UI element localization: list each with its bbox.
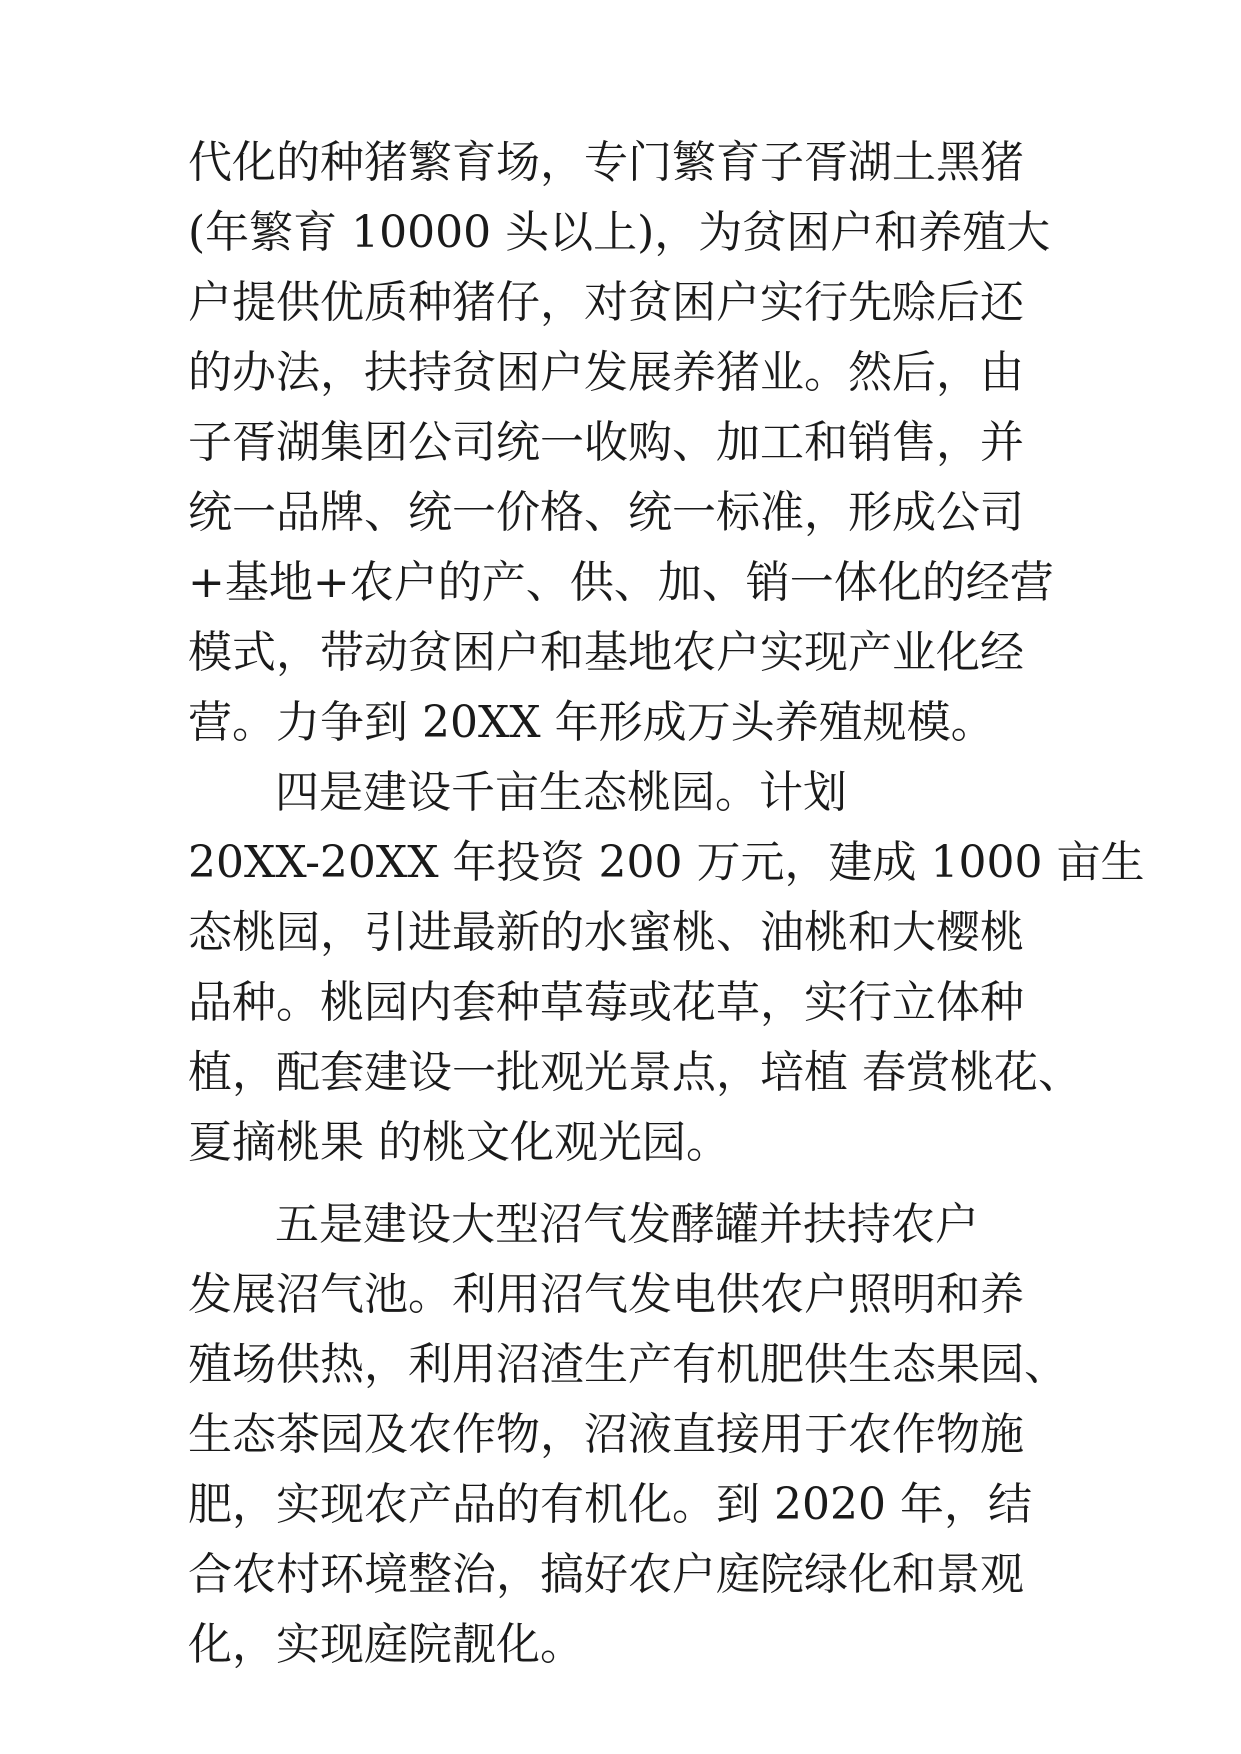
text-line: 化，实现庭院靓化。 [188,1619,584,1670]
text-line: 营。力争到 20XX 年形成万头养殖规模。 [188,697,995,748]
text-line: 子胥湖集团公司统一收购、加工和销售，并 [188,417,1024,468]
text-line: 发展沼气池。利用沼气发电供农户照明和养 [188,1269,1024,1320]
text-line: 模式，带动贫困户和基地农户实现产业化经 [188,627,1024,678]
paragraph-heading-line: 四是建设千亩生态桃园。计划 [275,767,847,818]
text-line: +基地+农户的产、供、加、销一体化的经营 [188,557,1054,608]
text-line: 20XX-20XX 年投资 200 万元，建成 1000 亩生 [188,837,1145,888]
text-line: 合农村环境整治，搞好农户庭院绿化和景观 [188,1549,1024,1600]
text-line: 生态茶园及农作物，沼液直接用于农作物施 [188,1409,1024,1460]
paragraph-heading-line: 五是建设大型沼气发酵罐并扶持农户 [275,1199,979,1250]
text-line: 殖场供热，利用沼渣生产有机肥供生态果园、 [188,1339,1068,1390]
text-line: 夏摘桃果 的桃文化观光园。 [188,1117,730,1168]
text-line: 的办法，扶持贫困户发展养猪业。然后，由 [188,347,1024,398]
text-line: 态桃园，引进最新的水蜜桃、油桃和大樱桃 [188,907,1024,958]
text-line: 肥，实现农产品的有机化。到 2020 年，结 [188,1479,1032,1530]
text-line: 户提供优质种猪仔，对贫困户实行先赊后还 [188,277,1024,328]
text-line: 统一品牌、统一价格、统一标准，形成公司 [188,487,1024,538]
text-line: 代化的种猪繁育场，专门繁育子胥湖土黑猪 [188,137,1024,188]
text-line: 品种。桃园内套种草莓或花草，实行立体种 [188,977,1024,1028]
text-line: (年繁育 10000 头以上)，为贫困户和养殖大 [188,207,1051,258]
text-line: 植，配套建设一批观光景点，培植 春赏桃花、 [188,1047,1082,1098]
